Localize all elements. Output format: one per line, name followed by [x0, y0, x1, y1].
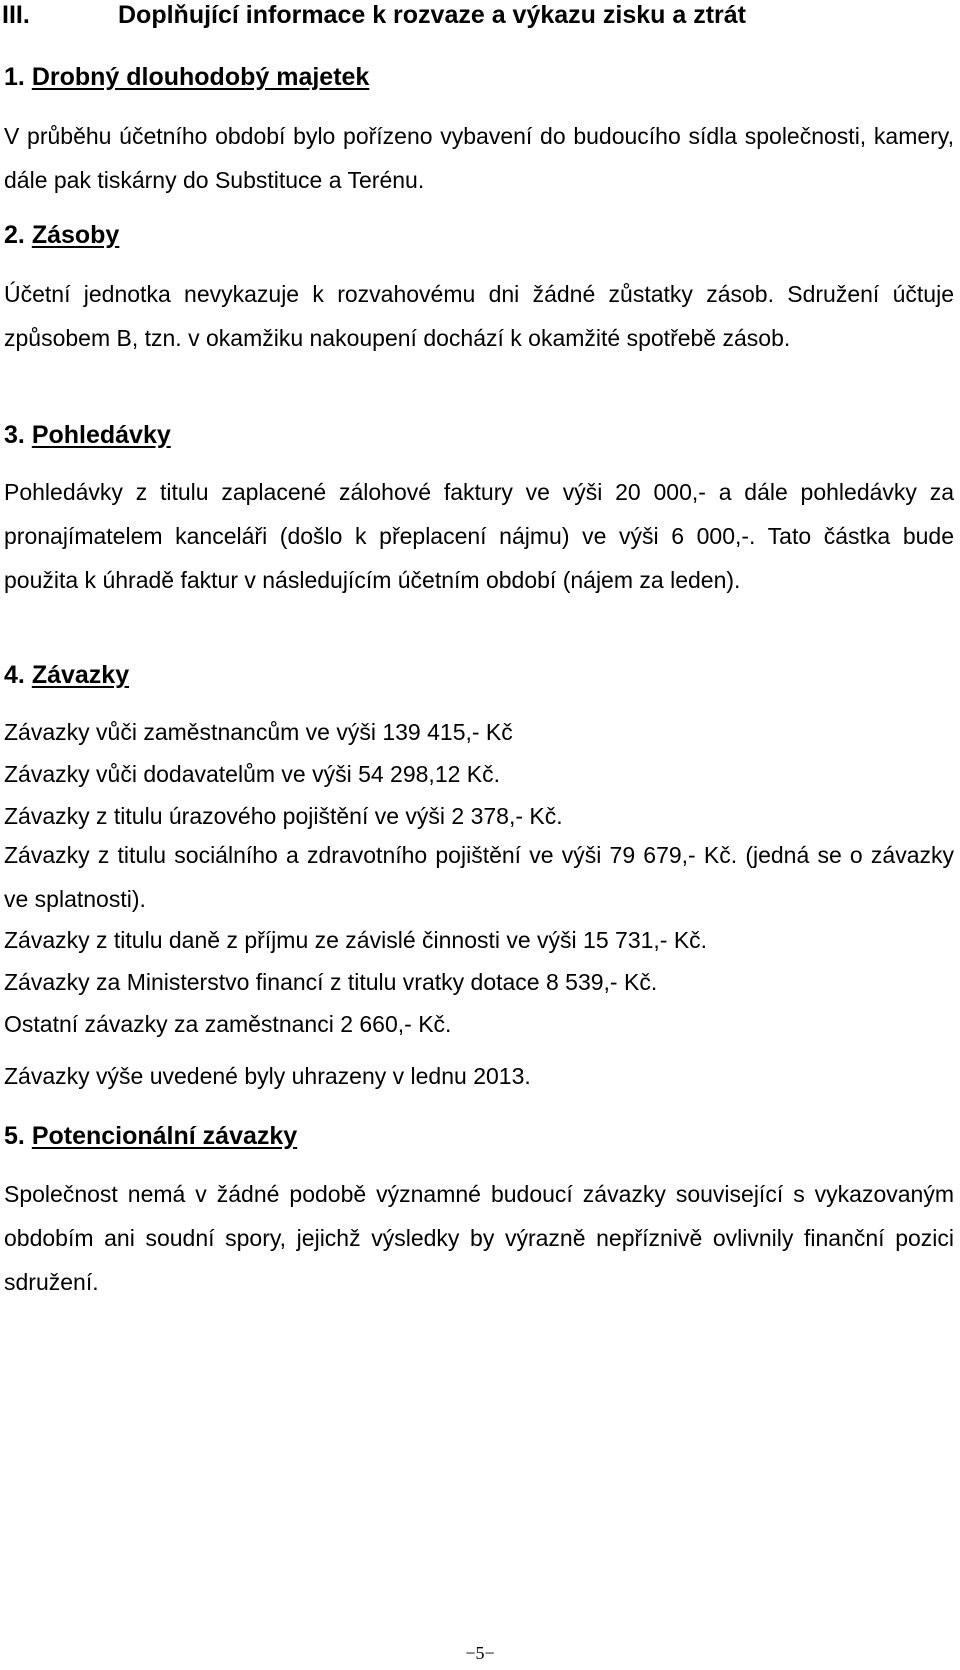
- section-heading-1: [4, 62, 369, 92]
- section-title: Zásoby: [31, 221, 120, 249]
- section-title: Drobný dlouhodobý majetek: [31, 63, 370, 91]
- section-number: 5.: [4, 1122, 25, 1150]
- section-number: 3.: [4, 421, 25, 449]
- chapter-heading: [2, 0, 746, 30]
- section-title: Potencionální závazky: [31, 1122, 298, 1150]
- liability-line: Závazky z titulu sociálního a zdravotního pojištění ve výši 79 679,- Kč. (jedná se o závazky ve splatnosti).: [4, 842, 954, 912]
- section-paragraph-1: V průběhu účetního období bylo pořízeno vybavení do budoucího sídla společnosti, kamery, dále pak tiskárny do Substituce a Terénu.: [4, 123, 954, 193]
- section-title: Závazky: [31, 661, 130, 689]
- section-heading-2: [4, 220, 119, 250]
- liability-line: Závazky za Ministerstvo financí z titulu vratky dotace 8 539,- Kč.: [4, 969, 658, 995]
- liability-line: Závazky vůči zaměstnancům ve výši 139 415,- Kč: [4, 719, 513, 745]
- section-heading-4: [4, 660, 129, 690]
- liability-line: Závazky z titulu úrazového pojištění ve výši 2 378,- Kč.: [4, 803, 563, 829]
- page-number: −5−: [465, 1643, 495, 1663]
- liability-line: Závazky z titulu daně z příjmu ze závislé činnosti ve výši 15 731,- Kč.: [4, 927, 708, 953]
- liability-line: Závazky vůči dodavatelům ve výši 54 298,12 Kč.: [4, 761, 501, 787]
- section-number: 2.: [4, 221, 25, 249]
- chapter-title: Doplňující informace k rozvaze a výkazu zisku a ztrát: [118, 1, 746, 29]
- section-number: 1.: [4, 63, 25, 91]
- section-heading-3: [4, 420, 171, 450]
- liability-line: Ostatní závazky za zaměstnanci 2 660,- Kč.: [4, 1011, 452, 1037]
- section-paragraph-2: Účetní jednotka nevykazuje k rozvahovému dni žádné zůstatky zásob. Sdružení účtuje způsobem B, tzn. v okamžiku nakoupení dochází k okamžité spotřebě zásob.: [4, 281, 954, 351]
- section-title: Pohledávky: [31, 421, 171, 449]
- section-paragraph-5: Společnost nemá v žádné podobě významné budoucí závazky související s vykazovaným obdobím ani soudní spory, jejichž výsledky by výrazně nepříznivě ovlivnily finanční pozici sdružení.: [4, 1181, 954, 1295]
- section-heading-5: [4, 1121, 297, 1151]
- section-number: 4.: [4, 661, 25, 689]
- chapter-number: III.: [2, 1, 30, 29]
- liability-line: Závazky výše uvedené byly uhrazeny v lednu 2013.: [4, 1063, 531, 1089]
- section-paragraph-3: Pohledávky z titulu zaplacené zálohové faktury ve výši 20 000,- a dále pohledávky za pronajímatelem kanceláři (došlo k přeplacení nájmu) ve výši 6 000,-. Tato částka bude použita k úhradě faktur v následujícím účetním období (nájem za leden).: [4, 479, 954, 593]
